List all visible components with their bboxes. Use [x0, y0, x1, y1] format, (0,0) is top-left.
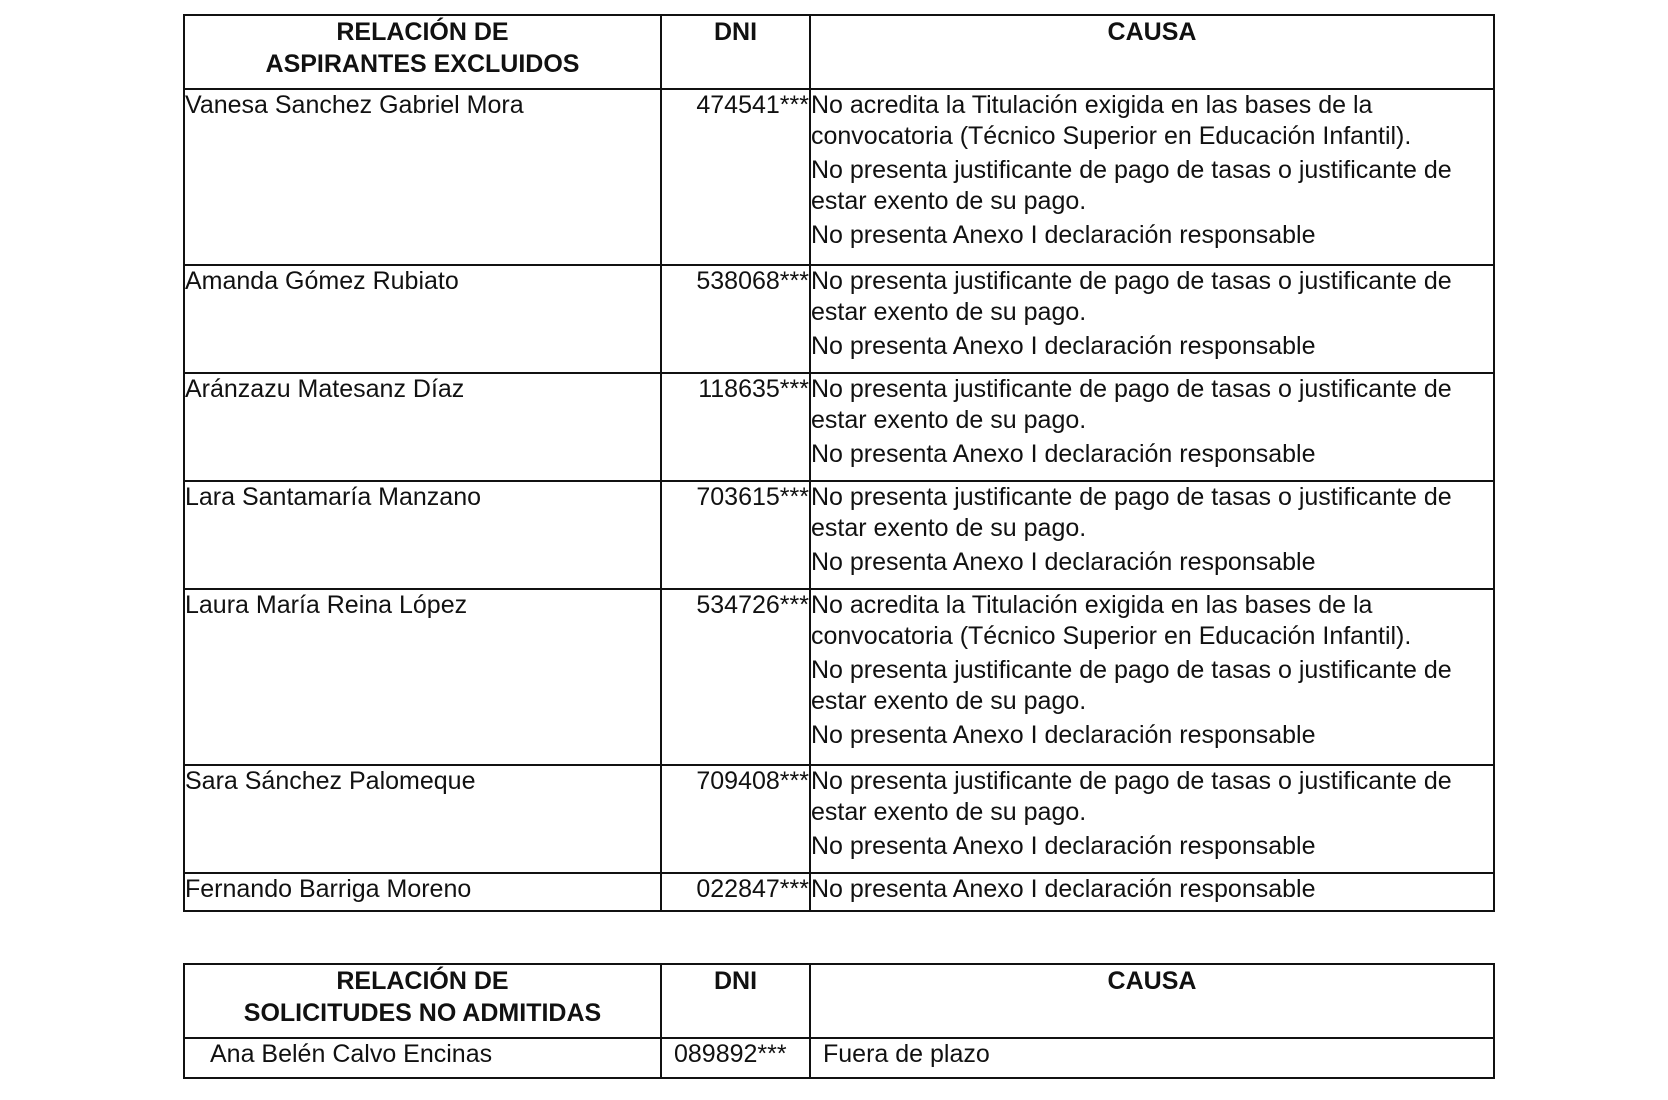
table-row — [184, 765, 1494, 873]
cause-text: No presenta Anexo I declaración responsable — [811, 832, 1316, 860]
table-row — [184, 265, 1494, 373]
cause-text: No presenta Anexo I declaración responsable — [811, 332, 1316, 360]
header-relacion — [184, 964, 661, 1038]
cause-text: No presenta Anexo I declaración responsable — [811, 548, 1316, 576]
exclusion-causes — [810, 373, 1494, 481]
header-relacion-line1: RELACIÓN DE — [336, 18, 509, 46]
applicant-dni: 089892*** — [661, 1038, 810, 1078]
cause-text: No presenta Anexo I declaración responsable — [811, 721, 1316, 749]
table-row — [184, 89, 1494, 265]
applicant-dni: 118635*** — [661, 373, 810, 481]
header-dni: DNI — [661, 964, 810, 1038]
applicant-name: Aránzazu Matesanz Díaz — [184, 373, 661, 481]
cause-text: No presenta justificante de pago de tasas o justificante de estar exento de su pago. — [811, 375, 1452, 434]
header-dni: DNI — [661, 15, 810, 89]
applicant-name: Ana Belén Calvo Encinas — [184, 1038, 661, 1078]
cause-text: No presenta justificante de pago de tasas o justificante de estar exento de su pago. — [811, 767, 1452, 826]
table-row — [184, 589, 1494, 765]
table-row — [184, 873, 1494, 911]
exclusion-causes — [810, 873, 1494, 911]
table-row — [184, 373, 1494, 481]
header-relacion-line1: RELACIÓN DE — [336, 967, 509, 995]
applicant-dni: 703615*** — [661, 481, 810, 589]
rejection-cause — [810, 1038, 1494, 1078]
cause-text: No presenta Anexo I declaración responsable — [811, 875, 1316, 903]
applicant-name: Vanesa Sanchez Gabriel Mora — [184, 89, 661, 265]
table-header-row — [184, 15, 1494, 89]
applicant-dni: 022847*** — [661, 873, 810, 911]
header-causa: CAUSA — [810, 15, 1494, 89]
cause-text: No presenta Anexo I declaración responsable — [811, 440, 1316, 468]
cause-text: No presenta Anexo I declaración responsable — [811, 221, 1316, 249]
cause-text: No presenta justificante de pago de tasas o justificante de estar exento de su pago. — [811, 156, 1452, 215]
applicant-dni: 534726*** — [661, 589, 810, 765]
applicant-name: Lara Santamaría Manzano — [184, 481, 661, 589]
header-relacion-line2: ASPIRANTES EXCLUIDOS — [265, 50, 580, 78]
cause-text: No acredita la Titulación exigida en las bases de la convocatoria (Técnico Superior en Educación Infantil). — [811, 591, 1412, 650]
applicant-name: Sara Sánchez Palomeque — [184, 765, 661, 873]
applicant-name: Fernando Barriga Moreno — [184, 873, 661, 911]
excluded-applicants-table — [183, 14, 1495, 912]
header-relacion-line2: SOLICITUDES NO ADMITIDAS — [243, 999, 602, 1027]
not-admitted-applications-table — [183, 963, 1495, 1079]
exclusion-causes — [810, 265, 1494, 373]
table-row — [184, 481, 1494, 589]
cause-text: Fuera de plazo — [823, 1040, 990, 1068]
exclusion-causes — [810, 481, 1494, 589]
exclusion-causes — [810, 765, 1494, 873]
header-causa: CAUSA — [810, 964, 1494, 1038]
applicant-dni: 538068*** — [661, 265, 810, 373]
header-relacion — [184, 15, 661, 89]
cause-text: No presenta justificante de pago de tasas o justificante de estar exento de su pago. — [811, 267, 1452, 326]
cause-text: No acredita la Titulación exigida en las bases de la convocatoria (Técnico Superior en Educación Infantil). — [811, 91, 1412, 150]
applicant-dni: 474541*** — [661, 89, 810, 265]
applicant-name: Laura María Reina López — [184, 589, 661, 765]
table-row — [184, 1038, 1494, 1078]
applicant-name: Amanda Gómez Rubiato — [184, 265, 661, 373]
cause-text: No presenta justificante de pago de tasas o justificante de estar exento de su pago. — [811, 483, 1452, 542]
table-header-row — [184, 964, 1494, 1038]
cause-text: No presenta justificante de pago de tasas o justificante de estar exento de su pago. — [811, 656, 1452, 715]
exclusion-causes — [810, 89, 1494, 265]
applicant-dni: 709408*** — [661, 765, 810, 873]
exclusion-causes — [810, 589, 1494, 765]
